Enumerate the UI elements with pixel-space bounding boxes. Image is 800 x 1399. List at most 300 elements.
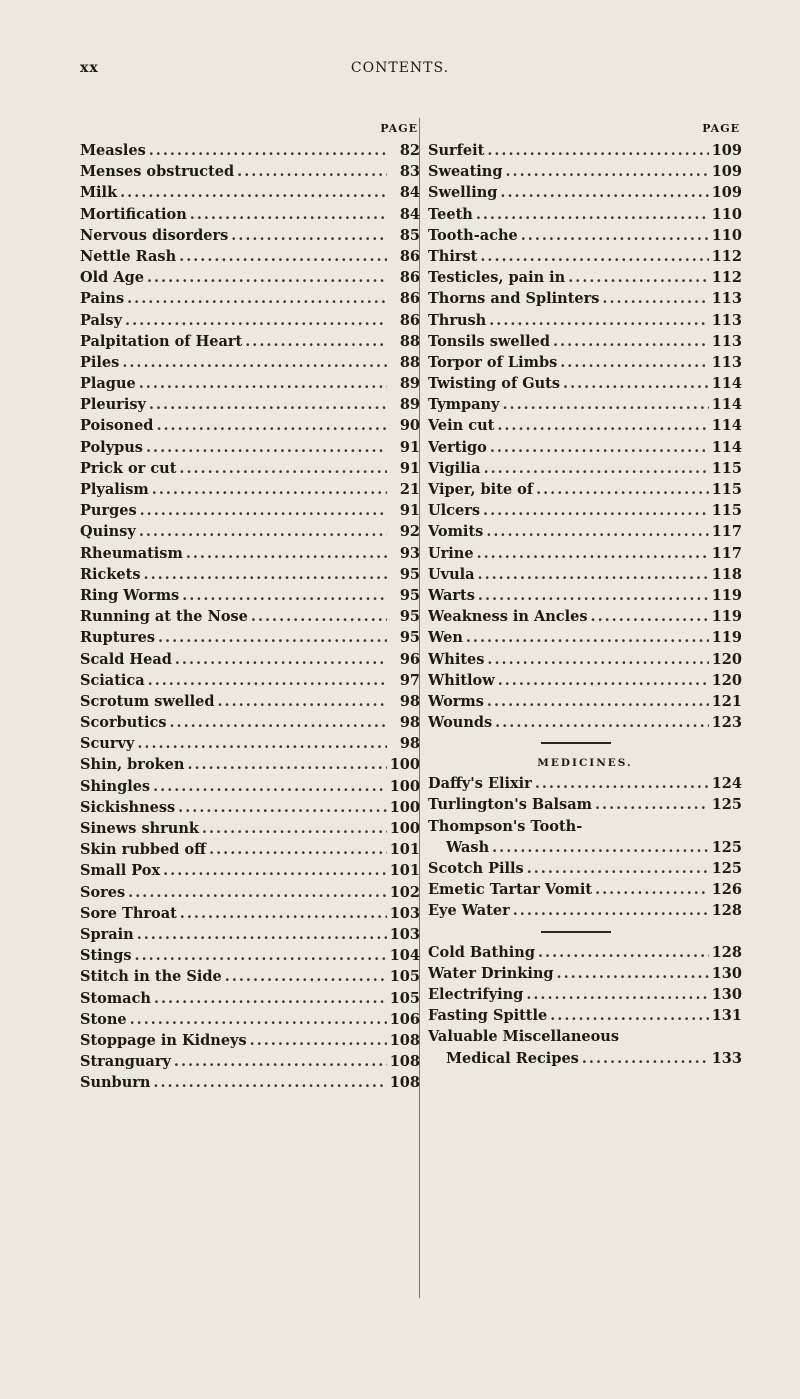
entry-label: Prick or cut [80,459,177,477]
dot-leader [478,564,709,585]
dot-leader [557,963,709,984]
contents-entry [80,246,420,267]
entry-page-number: 131 [711,1007,742,1025]
entry-label: Nervous disorders [80,226,229,244]
entry-page-number: 97 [399,671,420,689]
contents-entry [80,310,420,331]
entry-page-number: 86 [399,311,420,329]
dot-leader [139,521,387,542]
contents-entry [428,310,742,331]
contents-entry [80,140,420,161]
dot-leader [492,837,709,858]
entry-label: Plyalism [80,481,149,498]
entry-label: Ulcers [428,502,481,520]
entry-label: Weakness in Ancles [428,608,588,626]
contents-entry [428,437,742,458]
contents-column-left [80,118,420,1093]
page-column-label: PAGE [702,122,740,135]
entry-label: Vertigo [428,438,487,456]
contents-list-left [80,140,420,1093]
contents-entry [80,564,420,585]
entry-label: Electrifying [428,985,524,1003]
dot-leader [487,649,708,670]
contents-entry [428,963,742,984]
entry-label: Sores [80,883,126,901]
dot-leader [156,415,387,436]
contents-entry [428,225,742,246]
dot-leader [251,606,387,627]
dot-leader [480,246,708,267]
contents-entry [428,984,742,1005]
entry-page-number: 112 [711,247,742,265]
entry-label: Vigilia [428,459,481,477]
entry-page-number: 100 [389,820,420,837]
page-number: xx [80,60,99,76]
dot-leader [536,479,709,500]
dot-leader [127,288,387,309]
entry-label: Thirst [428,247,478,265]
dot-leader [489,310,708,331]
section-rule [428,922,742,942]
dot-leader [135,945,387,966]
entry-page-number: 109 [711,142,742,159]
dot-leader [563,373,709,394]
entry-page-number: 95 [399,586,420,604]
entry-page-number: 84 [399,184,420,202]
dot-leader [174,1051,387,1072]
entry-label: Wen [428,629,463,647]
dot-leader [149,140,387,161]
entry-label: Fasting Spittle [428,1007,548,1025]
contents-entry [428,627,742,648]
entry-page-number: 93 [399,544,420,562]
dot-leader [225,966,387,987]
dot-leader [163,860,387,881]
dot-leader [550,1005,708,1026]
dot-leader [218,691,388,712]
contents-entry [428,415,742,436]
entry-page-number: 124 [711,775,742,793]
entry-page-number: 96 [399,650,420,668]
contents-entry [80,966,420,987]
entry-page-number: 103 [389,925,420,943]
entry-label: Poisoned [80,417,154,435]
contents-entry [428,543,742,564]
dot-leader [237,161,387,182]
entry-page-number: 98 [399,692,420,710]
entry-page-number: 100 [389,756,420,774]
entry-label: Skin rubbed off [80,841,207,859]
entry-label: Sinews shrunk [80,820,199,837]
dot-leader [490,437,709,458]
dot-leader [231,225,387,246]
entry-page-number: 120 [711,650,742,668]
entry-label: Thrush [428,311,487,329]
contents-entry [428,140,742,161]
dot-leader [154,988,387,1009]
entry-page-number: 85 [399,226,420,244]
entry-label: Sweating [428,163,503,181]
entry-page-number: 115 [711,459,742,477]
dot-leader [209,839,387,860]
entry-page-number: 114 [711,396,742,414]
entry-page-number: 125 [711,860,742,877]
contents-entry [80,458,420,479]
entry-page-number: 88 [399,353,420,371]
dot-leader [146,437,387,458]
entry-label: Ruptures [80,629,155,647]
dot-leader [527,858,709,879]
entry-label: Sickishness [80,798,176,816]
dot-leader [498,670,709,691]
entry-page-number: 113 [711,311,742,329]
dot-leader [128,882,387,903]
entry-page-number: 91 [399,459,420,477]
entry-page-number: 101 [389,862,420,880]
entry-label: Sore Throat [80,904,177,922]
contents-entry [80,754,420,775]
dot-leader [178,797,387,818]
contents-entry [428,373,742,394]
contents-entry [428,479,742,500]
entry-label: Whitlow [428,671,495,689]
contents-entry [80,204,420,225]
entry-label: Water Drinking [428,964,554,982]
entry-page-number: 100 [389,798,420,816]
contents-entry [428,246,742,267]
entry-page-number: 117 [711,523,742,541]
contents-entry [428,182,742,203]
entry-page-number: 130 [711,985,742,1003]
entry-page-number: 101 [389,841,420,859]
dot-leader [140,500,387,521]
entry-label: Polypus [80,438,143,456]
contents-entry [80,1072,420,1093]
contents-entry [80,373,420,394]
entry-page-number: 98 [399,714,420,732]
entry-page-number: 83 [399,163,420,181]
entry-label: Menses obstructed [80,163,235,181]
entry-label: Whites [428,650,485,668]
dot-leader [521,225,709,246]
dot-leader [497,415,708,436]
dot-leader [538,942,709,963]
contents-entry [80,988,420,1009]
dot-leader [147,267,387,288]
contents-entry [428,691,742,712]
contents-entry [80,1030,420,1051]
contents-entry [80,712,420,733]
dot-leader [487,691,709,712]
dot-leader [505,161,708,182]
contents-entry [428,1026,742,1047]
dot-leader [186,543,387,564]
entry-label: Vein cut [428,417,495,435]
entry-label: Measles [80,142,146,159]
entry-label: Wounds [428,714,493,732]
entry-page-number: 125 [711,796,742,814]
entry-page-number: 119 [711,608,742,626]
page-title: CONTENTS. [350,60,450,76]
contents-entry [80,352,420,373]
dot-leader [179,458,387,479]
dot-leader [526,984,708,1005]
medicines-list [428,773,742,921]
entry-label: Mortification [80,205,187,223]
contents-entry [428,564,742,585]
entry-page-number: 86 [399,290,420,308]
entry-page-number: 91 [399,502,420,520]
entry-page-number: 115 [711,481,742,498]
contents-entry [80,1009,420,1030]
entry-label: Torpor of Limbs [428,353,558,371]
entry-label: Twisting of Guts [428,375,561,393]
dot-leader [502,394,708,415]
dot-leader [487,140,708,161]
contents-entry [80,691,420,712]
entry-label: Rickets [80,565,141,583]
contents-entry [80,882,420,903]
entry-label: Thompson's Tooth- [428,817,583,835]
entry-label: Vomits [428,523,484,541]
entry-page-number: 92 [399,523,420,541]
entry-label: Scorbutics [80,714,167,732]
entry-page-number: 130 [711,964,742,982]
entry-label: Tonsils swelled [428,332,550,350]
contents-entry [80,543,420,564]
entry-label: Tooth-ache [428,226,518,244]
entry-page-number: 100 [389,777,420,795]
entry-page-number: 120 [711,671,742,689]
entry-label: Sunburn [80,1074,151,1092]
entry-page-number: 105 [389,968,420,986]
section-rule [428,733,742,753]
dot-leader [153,776,387,797]
entry-page-number: 98 [399,735,420,753]
contents-entry [80,437,420,458]
contents-entry [428,521,742,542]
contents-entry [80,797,420,818]
entry-label: Milk [80,184,118,202]
entry-page-number: 89 [399,396,420,414]
contents-entry [428,794,742,815]
entry-label: Medical Recipes [446,1049,579,1067]
dot-leader [483,500,709,521]
dot-leader [137,733,387,754]
entry-label: Stoppage in Kidneys [80,1031,247,1049]
contents-entry [80,585,420,606]
dot-leader [250,1030,387,1051]
entry-page-number: 89 [399,375,420,393]
contents-entry [428,837,742,858]
dot-leader [122,352,387,373]
entry-label: Shin, broken [80,756,185,774]
entry-page-number: 105 [389,989,420,1007]
contents-entry [428,858,742,879]
contents-entry [428,458,742,479]
dot-leader [137,924,387,945]
contents-entry [80,161,420,182]
entry-page-number: 114 [711,375,742,393]
entry-page-number: 118 [711,565,742,583]
dot-leader [120,182,387,203]
entry-label: Quinsy [80,523,136,541]
dot-leader [595,794,709,815]
dot-leader [478,585,709,606]
contents-entry [428,879,742,900]
entry-page-number: 106 [389,1010,420,1028]
entry-page-number: 102 [389,883,420,901]
entry-label: Pleurisy [80,396,146,414]
contents-entry [428,670,742,691]
contents-entry [80,479,420,500]
contents-entry [428,606,742,627]
contents-entry [428,204,742,225]
dot-leader [591,606,709,627]
dot-leader [175,649,387,670]
contents-entry [428,942,742,963]
entry-label: Sciatica [80,671,145,689]
entry-page-number: 112 [711,269,742,287]
contents-entry [428,352,742,373]
entry-label: Plague [80,375,136,393]
dot-leader [568,267,708,288]
entry-page-number: 110 [711,205,742,223]
entry-label: Scotch Pills [428,860,524,877]
entry-label: Sprain [80,925,134,943]
entry-label: Surfeit [428,142,485,159]
entry-page-number: 133 [711,1049,742,1067]
contents-entry [80,945,420,966]
dot-leader [125,310,387,331]
entry-label: Pains [80,290,125,308]
entry-label: Purges [80,502,137,520]
entry-page-number: 109 [711,184,742,202]
entry-page-number: 108 [389,1053,420,1071]
dot-leader [476,204,709,225]
entry-label: Warts [428,586,475,604]
dot-leader [560,352,708,373]
dot-leader [595,879,709,900]
contents-entry [428,394,742,415]
entry-page-number: 110 [711,226,742,244]
dot-leader [535,773,709,794]
dot-leader [602,288,708,309]
entry-label: Stone [80,1010,127,1028]
entry-page-number: 21 [399,481,420,498]
entry-label: Palsy [80,311,123,329]
dot-leader [202,818,387,839]
page-column-label: PAGE [380,122,418,135]
entry-page-number: 115 [711,502,742,520]
entry-label: Swelling [428,184,498,202]
entry-label: Wash [446,838,490,856]
dot-leader [179,246,387,267]
contents-entry [428,288,742,309]
contents-entry [80,521,420,542]
contents-entry [80,818,420,839]
contents-entry [80,606,420,627]
contents-entry [80,860,420,881]
dot-leader [180,903,387,924]
entry-label: Daffy's Elixir [428,775,532,793]
contents-entry [80,500,420,521]
entry-page-number: 119 [711,586,742,604]
entry-page-number: 128 [711,902,742,920]
contents-entry [428,500,742,521]
dot-leader [500,182,708,203]
contents-entry [80,267,420,288]
entry-page-number: 121 [711,692,742,710]
contents-entry [428,161,742,182]
dot-leader [477,543,709,564]
entry-label: Tympany [428,396,500,414]
contents-entry [428,712,742,733]
entry-page-number: 113 [711,353,742,371]
running-head [80,60,720,84]
entry-page-number: 86 [399,247,420,265]
dot-leader [182,585,387,606]
entry-label: Valuable Miscellaneous [428,1028,620,1046]
entry-page-number: 86 [399,269,420,287]
entry-page-number: 113 [711,290,742,308]
entry-label: Scrotum swelled [80,692,215,710]
contents-entry [80,415,420,436]
dot-leader [466,627,709,648]
entry-label: Worms [428,692,484,710]
dot-leader [484,458,709,479]
entry-label: Turlington's Balsam [428,796,592,814]
entry-label: Viper, bite of [428,481,534,498]
contents-entry [428,585,742,606]
contents-entry [80,288,420,309]
entry-page-number: 126 [711,881,742,899]
entry-page-number: 95 [399,629,420,647]
contents-entry [80,839,420,860]
entry-label: Teeth [428,205,473,223]
misc-list [428,942,742,1069]
contents-entry [80,924,420,945]
entry-label: Stranguary [80,1053,171,1071]
entry-label: Scald Head [80,650,172,668]
entry-page-number: 95 [399,608,420,626]
entry-page-number: 82 [399,142,420,159]
entry-label: Testicles, pain in [428,269,566,287]
entry-page-number: 109 [711,163,742,181]
entry-page-number: 113 [711,332,742,350]
entry-page-number: 125 [711,838,742,856]
contents-entry [428,649,742,670]
entry-label: Rheumatism [80,544,183,562]
entry-label: Stings [80,947,132,965]
entry-page-number: 108 [389,1074,420,1092]
entry-label: Running at the Nose [80,608,248,626]
contents-entry [80,776,420,797]
entry-label: Piles [80,353,120,371]
entry-label: Stitch in the Side [80,968,222,986]
entry-label: Old Age [80,269,144,287]
contents-entry [80,670,420,691]
contents-entry [80,627,420,648]
entry-label: Thorns and Splinters [428,290,600,308]
dot-leader [130,1009,387,1030]
contents-entry [80,1051,420,1072]
entry-page-number: 128 [711,943,742,961]
entry-label: Ring Worms [80,586,180,604]
dot-leader [486,521,708,542]
dot-leader [582,1048,709,1069]
entry-page-number: 117 [711,544,742,562]
